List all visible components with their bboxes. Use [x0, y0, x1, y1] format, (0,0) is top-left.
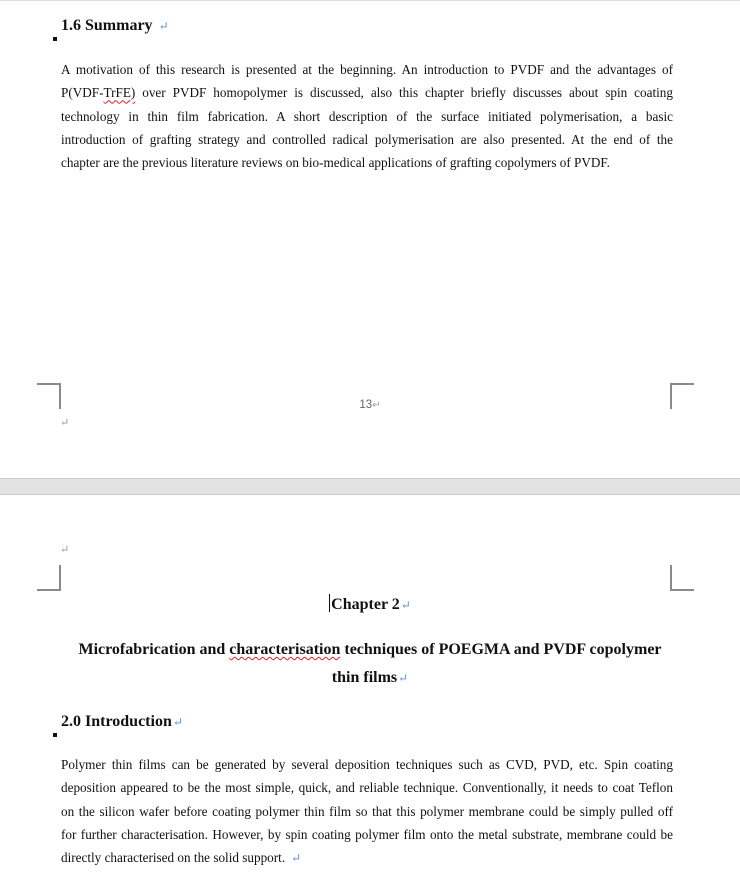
paragraph-line: A motivation of this research is presented at the beginning. An introduction to PVDF and the advantages of — [61, 62, 673, 77]
paragraph-line: for further characterisation. However, by spin coating polymer film onto the metal substrate, membrane could be — [61, 826, 673, 842]
paragraph-line: chapter are the previous literature reviews on bio-medical applications of grafting copolymers of PVDF. — [61, 155, 610, 171]
page-number: 13↵ — [359, 399, 381, 411]
page-gap — [0, 478, 740, 495]
paragraph-line: on the silicon wafer before coating polymer thin film so that this polymer membrane could be simply pulled off — [61, 803, 673, 819]
paragraph-line: technology in thin film fabrication. A short description of the surface initiated polymerisation, a basic — [61, 108, 673, 124]
format-mark-icon — [53, 733, 57, 737]
paragraph-line: Polymer thin films can be generated by several deposition techniques such as CVD, PVD, etc. Spin coating — [61, 757, 673, 772]
document-page-14 — [0, 495, 740, 875]
chapter-title: Microfabrication and characterisation techniques of POEGMA and PVDF copolymer — [78, 641, 662, 658]
section-heading-introduction: 2.0 Introduction↵ — [61, 713, 183, 730]
return-arrow-icon: ↵ — [172, 715, 183, 729]
paragraph-line: directly characterised on the solid support. ↵ — [61, 850, 302, 866]
format-mark-icon — [53, 37, 57, 41]
spelling-error-mark[interactable]: characterisation — [229, 641, 341, 658]
section-heading-summary: 1.6 Summary ↵ — [61, 17, 169, 34]
chapter-title-line2: thin films↵ — [331, 669, 409, 686]
return-arrow-icon: ↵ — [398, 671, 409, 685]
return-arrow-icon: ↵ — [60, 417, 70, 429]
summary-paragraph[interactable] — [61, 58, 673, 174]
return-arrow-icon: ↵ — [60, 544, 70, 556]
return-arrow-icon: ↵ — [372, 400, 381, 411]
return-arrow-icon: ↵ — [158, 19, 169, 33]
introduction-paragraph[interactable] — [61, 753, 673, 870]
return-arrow-icon: ↵ — [291, 851, 302, 866]
paragraph-line: introduction of grafting strategy and controlled radical polymerisation are also presented. At the end of the — [61, 131, 673, 147]
crop-mark-icon — [37, 565, 61, 591]
return-arrow-icon: ↵ — [400, 598, 411, 612]
spelling-error-mark[interactable]: TrFE) — [103, 85, 136, 101]
paragraph-line: deposition appeared to be the most simple, quick, and reliable technique. Conventionally, it needs to coat Teflon — [61, 780, 673, 796]
chapter-label: Chapter 2↵ — [331, 596, 411, 613]
paragraph-line: P(VDF-TrFE) over PVDF homopolymer is discussed, also this chapter briefly discusses about spin coating — [61, 85, 673, 101]
crop-mark-icon — [670, 565, 694, 591]
